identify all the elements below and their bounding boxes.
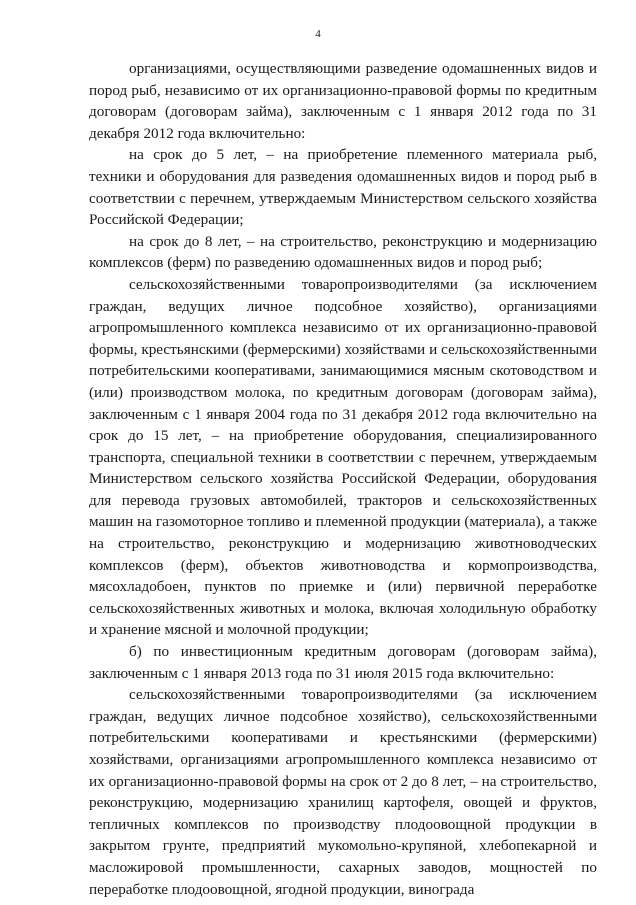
document-body bbox=[89, 58, 597, 900]
paragraph: организациями, осуществляющими разведение одомашненных видов и пород рыб, независимо от их организационно-правовой формы по кредитным договорам (договорам займа), заключенным с 1 января 2012 года по 31 декабря 2012 года включительно: bbox=[89, 60, 597, 142]
paragraph: сельскохозяйственными товаропроизводителями (за исключением граждан, ведущих личное подсобное хозяйство), сельскохозяйственными потребительскими кооперативами и крестьянскими (фермерскими) хозяйствами, организациями агропромышленного комплекса независимо от их организационно-правовой формы на срок от 2 до 8 лет, – на строительство, реконструкцию, модернизацию хранилищ картофеля, овощей и фруктов, тепличных комплексов по производству плодоовощной продукции в закрытом грунте, предприятий мукомольно-крупяной, хлебопекарной и масложировой промышленности, сахарных заводов, мощностей по переработке плодоовощной, ягодной продукции, винограда bbox=[89, 686, 597, 898]
paragraph: сельскохозяйственными товаропроизводителями (за исключением граждан, ведущих личное подсобное хозяйство), организациями агропромышленного комплекса независимо от их организационно-правовой формы, крестьянскими (фермерскими) хозяйствами и сельскохозяйственными потребительскими кооперативами, занимающимися мясным скотоводством и (или) производством молока, по кредитным договорам (договорам займа), заключенным с 1 января 2004 года по 31 декабря 2012 года включительно на срок до 15 лет, – на приобретение оборудования, специализированного транспорта, специальной техники в соответствии с перечнем, утверждаемым Министерством сельского хозяйства Российской Федерации, оборудования для перевода грузовых автомобилей, тракторов и сельскохозяйственных машин на газомоторное топливо и племенной продукции (материала), а также на строительство, реконструкцию и модернизацию животноводческих комплексов (ферм), объектов животноводства и кормопроизводства, мясохладобоен, пунктов по приемке и (или) первичной переработке сельскохозяйственных животных и молока, включая холодильную обработку и хранение мясной и молочной продукции; bbox=[89, 275, 597, 639]
page-number: 4 bbox=[315, 28, 321, 40]
paragraph: на срок до 8 лет, – на строительство, реконструкцию и модернизацию комплексов (ферм) по разведению одомашненных видов и пород рыб; bbox=[89, 232, 597, 272]
paragraph: на срок до 5 лет, – на приобретение племенного материала рыб, техники и оборудования для разведения одомашненных видов и пород рыб в соответствии с перечнем, утверждаемым Министерством сельского хозяйства Российской Федерации; bbox=[89, 146, 597, 229]
paragraph: б) по инвестиционным кредитным договорам (договорам займа), заключенным с 1 января 2013 года по 31 июля 2015 года включительно: bbox=[89, 643, 597, 682]
